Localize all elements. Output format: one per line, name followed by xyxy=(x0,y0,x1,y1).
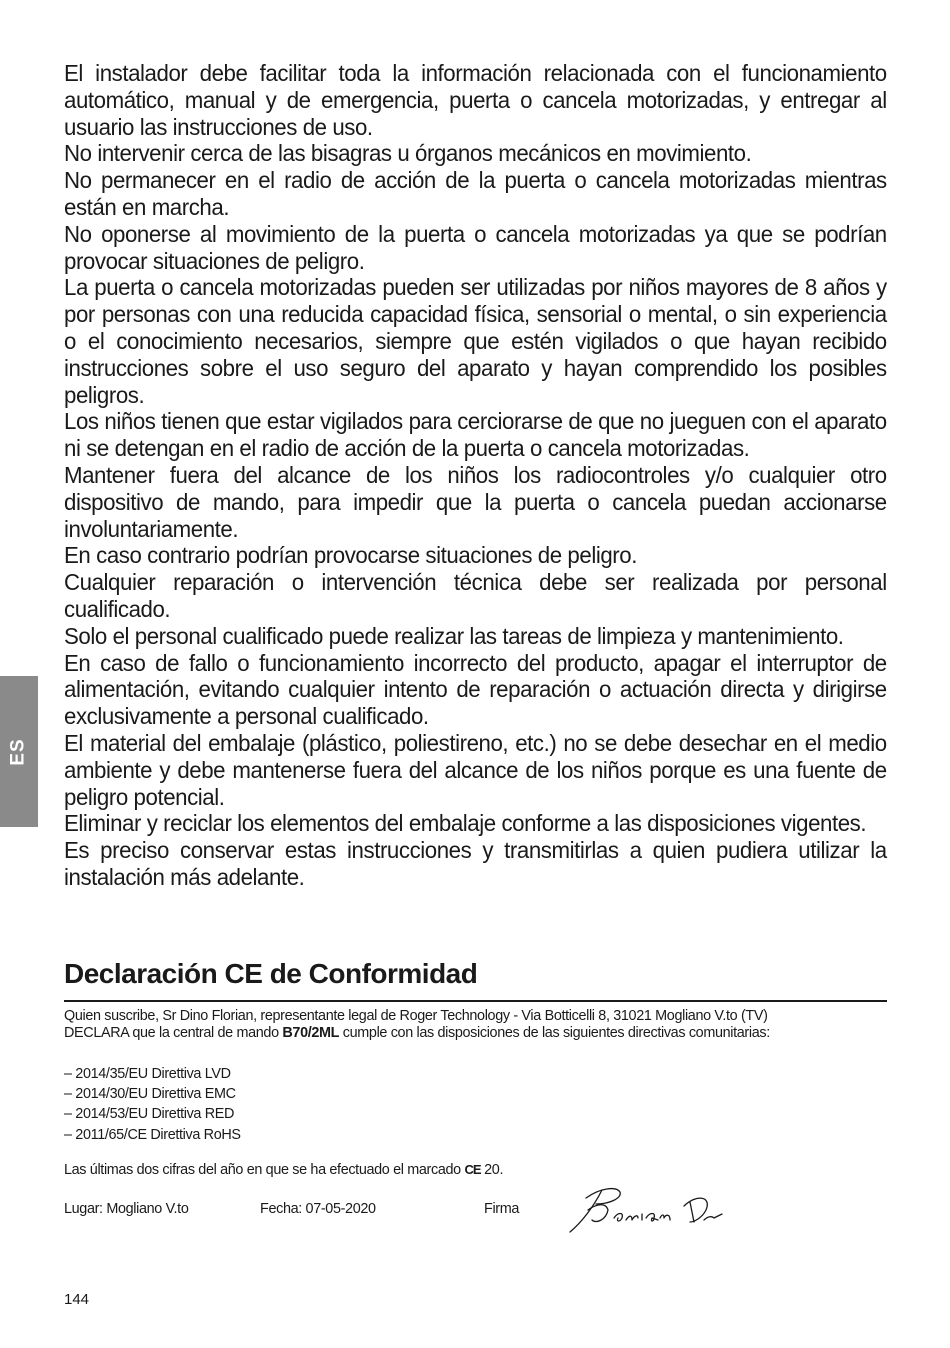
paragraph: Los niños tienen que estar vigilados para cerciorarse de que no jueguen con el aparato ni se detengan en el radio de acción de la puerta o cancela motorizadas. xyxy=(64,408,887,462)
directive-item: – 2014/53/EU Direttiva RED xyxy=(64,1106,235,1123)
safety-instructions xyxy=(64,60,887,891)
paragraph: El material del embalaje (plástico, poliestireno, etc.) no se debe desechar en el medio ambiente y debe mantenerse fuera del alcance de los niños porque es una fuente de peligro potencial. xyxy=(64,729,887,810)
paragraph: No intervenir cerca de las bisagras u órganos mecánicos en movimiento. xyxy=(64,140,752,167)
declaration-line-2 xyxy=(64,1025,887,1042)
directive-item: – 2014/35/EU Direttiva LVD xyxy=(64,1066,231,1082)
paragraph: Cualquier reparación o intervención técnica debe ser realizada por personal cualificado. xyxy=(64,569,887,622)
paragraph: En caso de fallo o funcionamiento incorrecto del producto, apagar el interruptor de alimentación, evitando cualquier intento de reparación o actuación directa y dirigirse exclusivamente a personal cualificado. xyxy=(64,649,887,730)
place: Lugar: Mogliano V.to xyxy=(64,1201,189,1217)
directives-list xyxy=(64,1064,241,1145)
paragraph: Mantener fuera del alcance de los niños los radiocontroles y/o cualquier otro dispositivo de mando, para impedir que la puerta o cancela puedan accionarse involuntariamente. xyxy=(64,461,887,542)
declaration-statement xyxy=(64,1008,887,1041)
marking-year: 20. xyxy=(480,1162,504,1178)
heading-divider xyxy=(64,1000,887,1002)
language-tab xyxy=(0,676,38,827)
directive-item: – 2011/65/CE Direttiva RoHS xyxy=(64,1126,241,1143)
signature-label: Firma xyxy=(484,1201,520,1217)
directive-item: – 2014/30/EU Direttiva EMC xyxy=(64,1086,236,1103)
handwritten-signature xyxy=(566,1180,726,1238)
paragraph: En caso contrario podrían provocarse situaciones de peligro. xyxy=(64,542,637,569)
paragraph: La puerta o cancela motorizadas pueden ser utilizadas por niños mayores de 8 años y por personas con una reducida capacidad física, sensorial o mental, o sin experiencia o el conocimiento necesarios, siempre que estén vigilados o que hayan recibido instrucciones sobre el uso seguro del aparato y hayan comprendido los posibles peligros. xyxy=(64,274,887,408)
paragraph: No permanecer en el radio de acción de la puerta o cancela motorizadas mientras están en marcha. xyxy=(64,167,887,220)
product-code: B70/2ML xyxy=(282,1024,340,1041)
ce-mark: CE xyxy=(464,1162,481,1177)
paragraph: No oponerse al movimiento de la puerta o cancela motorizadas ya que se podrían provocar situaciones de peligro. xyxy=(64,220,887,274)
marking-text: Las últimas dos cifras del año en que se ha efectuado el marcado xyxy=(64,1162,465,1178)
paragraph: Eliminar y reciclar los elementos del embalaje conforme a las disposiciones vigentes. xyxy=(64,810,867,837)
declaration-line-2-start: DECLARA que la central de mando xyxy=(64,1024,283,1041)
declaration-heading: Declaración CE de Conformidad xyxy=(64,958,478,989)
paragraph: Es preciso conservar estas instrucciones y transmitirlas a quien pudiera utilizar la instalación más adelante. xyxy=(64,837,887,890)
date: Fecha: 07-05-2020 xyxy=(260,1201,376,1217)
paragraph: Solo el personal cualificado puede realizar las tareas de limpieza y mantenimiento. xyxy=(64,622,844,649)
ce-marking-note xyxy=(64,1162,503,1178)
paragraph: El instalador debe facilitar toda la información relacionada con el funcionamiento automático, manual y de emergencia, puerta o cancela motorizadas, y entregar al usuario las instrucciones de uso. xyxy=(64,60,887,140)
declaration-line-2-end: cumple con las disposiciones de las siguientes directivas comunitarias: xyxy=(339,1024,770,1041)
page-number: 144 xyxy=(64,1291,90,1308)
language-tab-label: ES xyxy=(7,737,29,766)
declaration-line-1: Quien suscribe, Sr Dino Florian, representante legal de Roger Technology - Via Botticelli 8, 31021 Mogliano V.to (TV) xyxy=(64,1008,768,1024)
